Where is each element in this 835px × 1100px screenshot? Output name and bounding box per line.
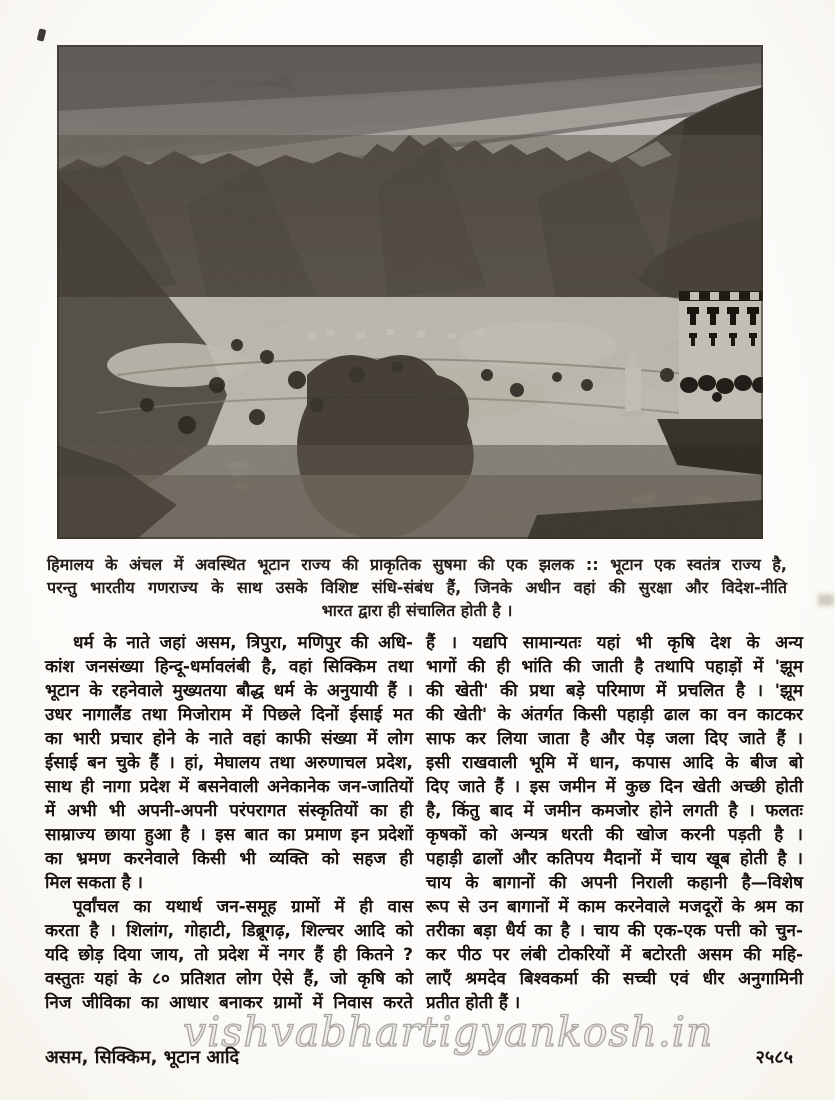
text-line: मिल सकता है । [45, 873, 143, 893]
text-line: चाय के बागानों की अपनी निराली कहानी है—विशेष [426, 873, 803, 893]
caption-line: परन्तु भारतीय गणराज्य के साथ उसके विशिष्ट संधि-संबंध हैं, जिनके अधीन वहां की सुरक्षा और विदेश-नीति [47, 578, 787, 597]
text-line: भागों की ही भांति की जाती है तथापि पहाड़ों में 'झूम [426, 657, 803, 677]
text-line: साथ ही नागा प्रदेश में बसनेवाली अनेकानेक जन-जातियों [45, 777, 413, 797]
text-line: प्रतीत होती हैं । [426, 993, 521, 1013]
photo-caption [47, 553, 787, 622]
paragraph [426, 631, 803, 1015]
text-line: तरीका बड़ा धैर्य का है । चाय की एक-एक पत्ती को चुन- [426, 921, 803, 941]
text-line: की खेती' के अंतर्गत किसी पहाड़ी ढाल का वन काटकर [426, 705, 803, 725]
text-line: की खेती' की प्रथा बड़े परिमाण में प्रचलित है । 'झूम [426, 681, 803, 701]
paragraph [45, 631, 413, 895]
text-line: साफ कर लिया जाता है और पेड़ जला दिए जाते हैं । [426, 729, 803, 749]
text-line: दिए जाते हैं । इस जमीन में कुछ दिन खेती अच्छी होती [426, 777, 803, 797]
text-line: साम्राज्य छाया हुआ है । इस बात का प्रमाण इन प्रदेशों [45, 825, 413, 845]
text-line: का भ्रमण करनेवाले किसी भी व्यक्ति को सहज ही [45, 849, 413, 869]
article-body [45, 631, 803, 1015]
text-line: लाएँ श्रमदेव बिश्वकर्मा की सच्ची एवं धीर अनुगामिनी [426, 969, 803, 989]
right-column [426, 631, 803, 1015]
caption-line: भारत द्वारा ही संचालित होती है । [321, 601, 513, 620]
text-line: में अभी भी अपनी-अपनी परंपरागत संस्कृतियों का ही [45, 801, 413, 821]
text-line: रूप से उन बागानों में काम करनेवाले मजदूरों के श्रम का [426, 897, 803, 917]
text-line: इसी राखवाली भूमि में धान, कपास आदि के बीज बो [426, 753, 803, 773]
text-line: हैं । यद्यपि सामान्यतः यहां भी कृषि देश के अन्य [426, 633, 803, 653]
text-line: पूर्वांचल का यथार्थ जन-समूह ग्रामों में ही वास [73, 897, 413, 917]
text-line: वस्तुतः यहां के ८० प्रतिशत लोग ऐसे हैं, जो कृषि को [45, 969, 413, 989]
bhutan-valley-photo [57, 45, 763, 539]
photo-illustration [57, 45, 763, 539]
text-line: करता है । शिलांग, गोहाटी, डिब्रूगढ़, शिल्चर आदि को [45, 921, 413, 941]
text-line: कर पीठ पर लंबी टोकरियों में बटोरती असम की महि- [426, 945, 803, 965]
running-title: असम, सिक्किम, भूटान आदि [45, 1047, 240, 1068]
caption-line: हिमालय के अंचल में अवस्थित भूटान राज्य की प्राकृतिक सुषमा की एक झलक :: भूटान एक स्वतंत्र राज्य है, [47, 555, 787, 574]
text-line: पहाड़ी ढालों और कतिपय मैदानों में चाय खूब होती है । [426, 849, 803, 869]
text-line: का भारी प्रचार होने के नाते वहां काफी संख्या में लोग [45, 729, 413, 749]
edge-smudge [818, 594, 834, 606]
text-line: ईसाई बन चुके हैं । हां, मेघालय तथा अरुणाचल प्रदेश, [45, 753, 413, 773]
text-line: कांश जनसंख्या हिन्दू-धर्मावलंबी है, वहां सिक्किम तथा [45, 657, 413, 677]
text-line: कृषकों को अन्यत्र धरती की खोज करनी पड़ती है । [426, 825, 803, 845]
text-line: उधर नागालैंड तथा मिजोराम में पिछले दिनों ईसाई मत [45, 705, 413, 725]
text-line: है, किंतु बाद में जमीन कमजोर होने लगती है । फलतः [426, 801, 803, 821]
text-line: धर्म के नाते जहां असम, त्रिपुरा, मणिपुर की अधि- [73, 633, 413, 653]
text-line: निज जीविका का आधार बनाकर ग्रामों में निवास करते [45, 993, 413, 1013]
paragraph [45, 895, 413, 1015]
left-column [45, 631, 413, 1015]
text-line: भूटान के रहनेवाले मुख्यतया बौद्ध धर्म के अनुयायी हैं । [45, 681, 413, 701]
page-number: २५८५ [755, 1047, 793, 1068]
watermark-text: vishvabhartigyankosh.in [183, 1008, 714, 1056]
ink-smudge [37, 28, 47, 41]
text-line: यदि छोड़ दिया जाय, तो प्रदेश में नगर हैं ही कितने ? [45, 945, 413, 965]
